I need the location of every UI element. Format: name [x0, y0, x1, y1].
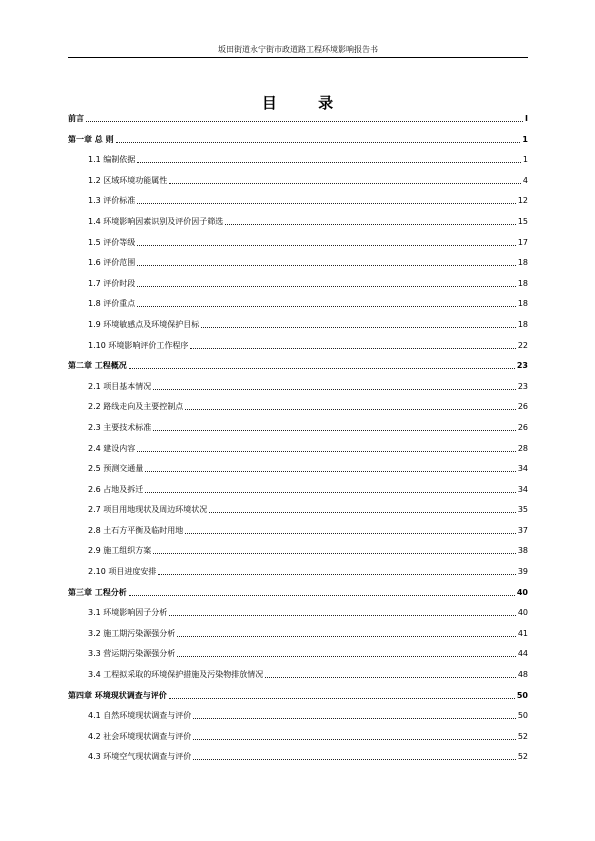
toc-section-entry[interactable]: [68, 659, 528, 680]
toc-section-entry[interactable]: [68, 701, 528, 722]
toc-section-entry[interactable]: [68, 309, 528, 330]
toc-dot-leader: [137, 245, 516, 246]
toc-entry-page-number: 28: [517, 443, 528, 453]
toc-section-entry[interactable]: [68, 536, 528, 557]
toc-entry-label: 3.4 工程拟采取的环境保护措施及污染物排放情况: [88, 670, 264, 680]
toc-entry-label: 前言: [68, 114, 84, 123]
toc-section-entry[interactable]: [68, 289, 528, 310]
toc-section-entry[interactable]: [68, 392, 528, 413]
toc-entry-label: 1.1 编制依据: [88, 155, 136, 165]
toc-section-entry[interactable]: [68, 454, 528, 475]
toc-entry-label: 1.10 环境影响评价工作程序: [88, 340, 189, 350]
toc-entry-label: 第一章 总 则: [68, 134, 114, 144]
toc-title: 目 录: [261, 94, 352, 112]
toc-entry-page-number: 52: [517, 731, 528, 741]
toc-dot-leader: [193, 718, 516, 719]
toc-section-entry[interactable]: [68, 145, 528, 166]
toc-chapter-entry[interactable]: [68, 680, 528, 701]
toc-entry-label: 4.2 社会环境现状调查与评价: [88, 731, 192, 741]
toc-entry-label: 3.3 营运期污染源强分析: [88, 649, 176, 659]
toc-entry-page-number: 52: [517, 752, 528, 762]
toc-entry-label: 2.9 施工组织方案: [88, 546, 152, 556]
toc-dot-leader: [225, 224, 516, 225]
toc-chapter-entry[interactable]: [68, 351, 528, 372]
toc-section-entry[interactable]: [68, 227, 528, 248]
toc-entry-page-number: 26: [517, 402, 528, 412]
toc-entry-page-number: 50: [516, 690, 528, 700]
toc-entry-label: 2.2 路线走向及主要控制点: [88, 402, 184, 412]
toc-dot-leader: [158, 574, 515, 575]
toc-entry-page-number: 50: [517, 711, 528, 721]
toc-entry-label: 1.6 评价范围: [88, 258, 136, 268]
toc-entry-page-number: 17: [517, 237, 528, 247]
toc-entry-label: 3.1 环境影响因子分析: [88, 608, 168, 618]
toc-dot-leader: [193, 739, 516, 740]
toc-dot-leader: [169, 698, 515, 699]
toc-dot-leader: [185, 409, 516, 410]
toc-entry-page-number: 39: [517, 567, 528, 577]
toc-section-entry[interactable]: [68, 598, 528, 619]
toc-entry-page-number: 18: [517, 319, 528, 329]
toc-entry-page-number: 38: [517, 546, 528, 556]
toc-entry-label: 1.7 评价时段: [88, 278, 136, 288]
toc-dot-leader: [145, 471, 516, 472]
toc-entry-page-number: 40: [517, 608, 528, 618]
toc-entry-label: 2.4 建设内容: [88, 443, 136, 453]
toc-section-entry[interactable]: [68, 721, 528, 742]
toc-entry-label: 1.5 评价等级: [88, 237, 136, 247]
toc-section-entry[interactable]: [68, 268, 528, 289]
toc-section-entry[interactable]: [68, 618, 528, 639]
toc-dot-leader: [190, 348, 515, 349]
toc-entry-page-number: 22: [517, 340, 528, 350]
toc-dot-leader: [193, 759, 516, 760]
toc-entry-label: 2.6 占地及拆迁: [88, 484, 144, 494]
toc-section-entry[interactable]: [68, 742, 528, 763]
toc-dot-leader: [129, 368, 515, 369]
toc-entry-label: 第三章 工程分析: [68, 587, 127, 597]
toc-entry-page-number: 23: [517, 381, 528, 391]
toc-dot-leader: [137, 162, 521, 163]
toc-entry-label: 2.1 项目基本情况: [88, 381, 152, 391]
toc-section-entry[interactable]: [68, 371, 528, 392]
toc-dot-leader: [137, 451, 516, 452]
toc-entry-page-number: 12: [517, 196, 528, 206]
toc-section-entry[interactable]: [68, 639, 528, 660]
toc-entry-page-number: 34: [517, 484, 528, 494]
toc-dot-leader: [185, 533, 516, 534]
toc-entry-page-number: 18: [517, 299, 528, 309]
toc-section-entry[interactable]: [68, 515, 528, 536]
toc-entry-label: 2.3 主要技术标准: [88, 422, 152, 432]
toc-entry-label: 1.4 环境影响因素识别及评价因子筛选: [88, 216, 224, 226]
running-header: 坂田街道永宁街市政道路工程环境影响报告书: [218, 45, 378, 54]
toc-dot-leader: [129, 595, 515, 596]
toc-dot-leader: [116, 142, 521, 143]
toc-dot-leader: [169, 183, 521, 184]
toc-entry-label: 1.8 评价重点: [88, 299, 136, 309]
toc-entry-label: 2.10 项目进度安排: [88, 567, 157, 577]
toc-entry-page-number: 18: [517, 278, 528, 288]
toc-section-entry[interactable]: [68, 556, 528, 577]
toc-dot-leader: [177, 636, 516, 637]
toc-entry-page-number: 4: [522, 175, 528, 185]
toc-dot-leader: [137, 286, 516, 287]
toc-section-entry[interactable]: [68, 495, 528, 516]
header-rule: [68, 57, 528, 58]
toc-section-entry[interactable]: [68, 412, 528, 433]
toc-entry-label: 1.2 区域环境功能属性: [88, 175, 168, 185]
toc-entry-label: 3.2 施工期污染源强分析: [88, 628, 176, 638]
toc-dot-leader: [145, 492, 516, 493]
toc-dot-leader: [137, 203, 516, 204]
toc-dot-leader: [177, 656, 516, 657]
toc-entry-label: 2.8 土石方平衡及临时用地: [88, 525, 184, 535]
toc-dot-leader: [201, 327, 516, 328]
toc-dot-leader: [153, 430, 516, 431]
toc-entry-page-number: 15: [517, 216, 528, 226]
toc-section-entry[interactable]: [68, 186, 528, 207]
toc-dot-leader: [209, 512, 516, 513]
toc-entry-label: 1.3 评价标准: [88, 196, 136, 206]
table-of-contents: [68, 112, 528, 762]
toc-entry-page-number: 44: [517, 649, 528, 659]
toc-chapter-entry[interactable]: [68, 577, 528, 598]
toc-section-entry[interactable]: [68, 248, 528, 269]
toc-chapter-entry[interactable]: [68, 124, 528, 145]
toc-entry-label: 4.1 自然环境现状调查与评价: [88, 711, 192, 721]
toc-section-entry[interactable]: [68, 165, 528, 186]
toc-entry-label: 4.3 环境空气现状调查与评价: [88, 752, 192, 762]
toc-entry-page-number: 40: [516, 587, 528, 597]
toc-entry-page-number: 35: [517, 505, 528, 515]
toc-entry-page-number: 37: [517, 525, 528, 535]
toc-entry-page-number: I: [525, 114, 528, 123]
toc-entry-label: 1.9 环境敏感点及环境保护目标: [88, 319, 200, 329]
toc-dot-leader: [137, 306, 516, 307]
toc-entry-page-number: 1: [522, 155, 528, 165]
toc-entry-label: 第二章 工程概况: [68, 361, 127, 371]
toc-entry-page-number: 34: [517, 464, 528, 474]
toc-section-entry[interactable]: [68, 330, 528, 351]
toc-entry-label: 第四章 环境现状调查与评价: [68, 690, 167, 700]
toc-dot-leader: [153, 389, 516, 390]
toc-entry-page-number: 1: [522, 134, 528, 144]
toc-section-entry[interactable]: [68, 474, 528, 495]
toc-entry-label: 2.7 项目用地现状及周边环境状况: [88, 505, 208, 515]
toc-dot-leader: [153, 553, 516, 554]
toc-dot-leader: [137, 265, 516, 266]
toc-entry-label: 2.5 预测交通量: [88, 464, 144, 474]
toc-entry-page-number: 23: [516, 361, 528, 371]
toc-section-entry[interactable]: [68, 433, 528, 454]
toc-dot-leader: [169, 615, 516, 616]
toc-dot-leader: [265, 677, 516, 678]
toc-entry-page-number: 41: [517, 628, 528, 638]
toc-entry-page-number: 18: [517, 258, 528, 268]
toc-entry-page-number: 26: [517, 422, 528, 432]
toc-chapter-entry[interactable]: [68, 112, 528, 124]
toc-entry-page-number: 48: [517, 670, 528, 680]
toc-dot-leader: [86, 121, 523, 122]
toc-section-entry[interactable]: [68, 206, 528, 227]
